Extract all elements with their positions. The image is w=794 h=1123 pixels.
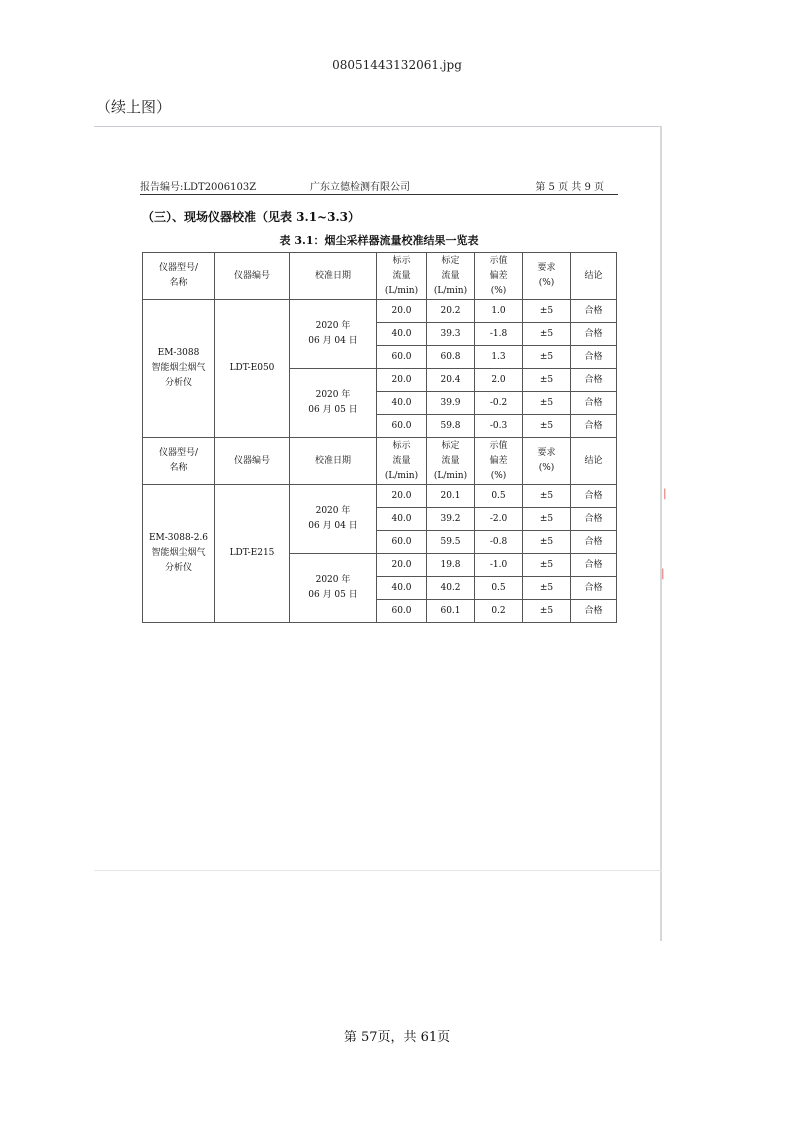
cell-deviation: 1.0 [475, 300, 523, 323]
scan-fold-line [94, 870, 662, 871]
column-header-conclusion: 结论 [571, 253, 617, 300]
cell-calibrated: 20.2 [427, 300, 475, 323]
column-header-deviation: 示值 偏差 (%) [475, 253, 523, 300]
image-filename: 08051443132061.jpg [332, 58, 462, 72]
column-header-indicated: 标示 流量 (L/min) [377, 253, 427, 300]
table-row [143, 300, 617, 323]
column-header-date: 校准日期 [290, 438, 377, 485]
cell-calibrated: 59.5 [427, 531, 475, 554]
cell-calibrated: 20.1 [427, 485, 475, 508]
seal-mark: ┃ [660, 570, 666, 580]
cell-requirement: ±5 [523, 415, 571, 438]
calibration-table [142, 252, 617, 623]
cell-requirement: ±5 [523, 600, 571, 623]
cell-requirement: ±5 [523, 508, 571, 531]
table-row [143, 485, 617, 508]
column-header-requirement: 要求 (%) [523, 438, 571, 485]
cell-conclusion: 合格 [571, 600, 617, 623]
cell-requirement: ±5 [523, 531, 571, 554]
cell-indicated: 40.0 [377, 392, 427, 415]
report-page-indicator: 第 5 页 共 9 页 [535, 182, 604, 193]
cell-conclusion: 合格 [571, 531, 617, 554]
cell-deviation: 0.5 [475, 485, 523, 508]
cell-deviation: 0.2 [475, 600, 523, 623]
cell-indicated: 40.0 [377, 577, 427, 600]
cell-calibrated: 59.8 [427, 415, 475, 438]
company-name: 广东立德检测有限公司 [310, 182, 410, 193]
cell-calibrated: 39.3 [427, 323, 475, 346]
cell-deviation: 0.5 [475, 577, 523, 600]
cell-calibrated: 39.2 [427, 508, 475, 531]
cell-calibrated: 60.8 [427, 346, 475, 369]
cell-conclusion: 合格 [571, 577, 617, 600]
cell-calibrated: 60.1 [427, 600, 475, 623]
cell-conclusion: 合格 [571, 300, 617, 323]
calibration-date: 2020 年 06 月 05 日 [290, 369, 377, 438]
cell-requirement: ±5 [523, 392, 571, 415]
cell-requirement: ±5 [523, 369, 571, 392]
calibration-date: 2020 年 06 月 05 日 [290, 554, 377, 623]
table-header-row [143, 253, 617, 300]
calibration-date: 2020 年 06 月 04 日 [290, 300, 377, 369]
scan-edge [660, 126, 662, 941]
column-header-model: 仪器型号/ 名称 [143, 438, 215, 485]
cell-requirement: ±5 [523, 485, 571, 508]
cell-conclusion: 合格 [571, 392, 617, 415]
section-title: （三）、现场仪器校准（见表 3.1~3.3） [142, 210, 360, 224]
page-footer: 第 57页，共 61页 [343, 1030, 451, 1045]
cell-conclusion: 合格 [571, 346, 617, 369]
cell-calibrated: 19.8 [427, 554, 475, 577]
column-header-conclusion: 结论 [571, 438, 617, 485]
cell-deviation: -0.2 [475, 392, 523, 415]
cell-conclusion: 合格 [571, 369, 617, 392]
column-header-calibrated: 标定 流量 (L/min) [427, 253, 475, 300]
cell-indicated: 40.0 [377, 508, 427, 531]
cell-conclusion: 合格 [571, 554, 617, 577]
cell-deviation: -0.3 [475, 415, 523, 438]
cell-requirement: ±5 [523, 577, 571, 600]
instrument-serial: LDT-E215 [215, 485, 290, 623]
cell-conclusion: 合格 [571, 323, 617, 346]
cell-conclusion: 合格 [571, 415, 617, 438]
cell-requirement: ±5 [523, 323, 571, 346]
instrument-serial: LDT-E050 [215, 300, 290, 438]
calibration-date: 2020 年 06 月 04 日 [290, 485, 377, 554]
seal-mark: ┃ [662, 490, 668, 500]
cell-calibrated: 40.2 [427, 577, 475, 600]
cell-indicated: 60.0 [377, 531, 427, 554]
cell-deviation: 2.0 [475, 369, 523, 392]
cell-indicated: 20.0 [377, 300, 427, 323]
cell-requirement: ±5 [523, 346, 571, 369]
cell-indicated: 60.0 [377, 600, 427, 623]
column-header-calibrated: 标定 流量 (L/min) [427, 438, 475, 485]
cell-calibrated: 39.9 [427, 392, 475, 415]
cell-deviation: 1.3 [475, 346, 523, 369]
cell-deviation: -0.8 [475, 531, 523, 554]
column-header-serial: 仪器编号 [215, 253, 290, 300]
cell-calibrated: 20.4 [427, 369, 475, 392]
instrument-model: EM-3088-2.6 智能烟尘烟气 分析仪 [143, 485, 215, 623]
table-header-row [143, 438, 617, 485]
cell-indicated: 20.0 [377, 369, 427, 392]
cell-indicated: 20.0 [377, 554, 427, 577]
continuation-label: （续上图） [96, 98, 172, 116]
column-header-deviation: 示值 偏差 (%) [475, 438, 523, 485]
instrument-model: EM-3088 智能烟尘烟气 分析仪 [143, 300, 215, 438]
column-header-date: 校准日期 [290, 253, 377, 300]
cell-indicated: 20.0 [377, 485, 427, 508]
cell-indicated: 40.0 [377, 323, 427, 346]
cell-indicated: 60.0 [377, 415, 427, 438]
report-number: 报告编号:LDT2006103Z [140, 182, 257, 193]
column-header-indicated: 标示 流量 (L/min) [377, 438, 427, 485]
column-header-requirement: 要求 (%) [523, 253, 571, 300]
calibration-table-body [143, 253, 617, 623]
cell-requirement: ±5 [523, 300, 571, 323]
column-header-serial: 仪器编号 [215, 438, 290, 485]
cell-requirement: ±5 [523, 554, 571, 577]
table-caption: 表 3.1：烟尘采样器流量校准结果一览表 [279, 234, 479, 247]
report-header [140, 178, 618, 195]
column-header-model: 仪器型号/ 名称 [143, 253, 215, 300]
cell-conclusion: 合格 [571, 508, 617, 531]
cell-conclusion: 合格 [571, 485, 617, 508]
cell-indicated: 60.0 [377, 346, 427, 369]
cell-deviation: -1.8 [475, 323, 523, 346]
cell-deviation: -2.0 [475, 508, 523, 531]
cell-deviation: -1.0 [475, 554, 523, 577]
